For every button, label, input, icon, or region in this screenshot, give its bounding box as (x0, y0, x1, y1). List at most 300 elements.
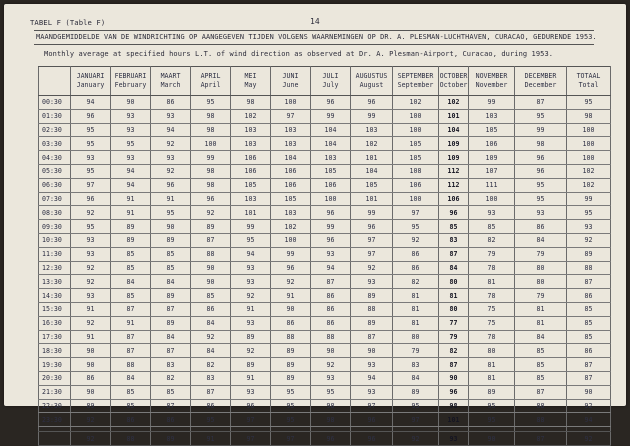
value-cell: 95 (271, 399, 311, 413)
value-cell: 102 (351, 137, 393, 151)
value-cell: 87 (191, 233, 231, 247)
value-cell: 87 (351, 330, 393, 344)
total-value-cell: 97 (271, 432, 311, 446)
header-row (39, 67, 611, 96)
value-cell: 104 (311, 123, 351, 137)
total-value-cell: 96 (351, 432, 393, 446)
table-row (39, 206, 611, 220)
value-cell: 103 (351, 123, 393, 137)
value-cell: 81 (469, 275, 515, 289)
header-month-january (71, 67, 111, 96)
value-cell: 99 (469, 96, 515, 110)
value-cell: 88 (191, 247, 231, 261)
value-cell: 95 (271, 413, 311, 427)
value-cell: 83 (151, 358, 191, 372)
value-cell: 99 (311, 220, 351, 234)
value-cell: 87 (151, 302, 191, 316)
value-cell: 99 (351, 206, 393, 220)
value-cell: 95 (469, 413, 515, 427)
table-row (39, 192, 611, 206)
value-cell: 86 (151, 96, 191, 110)
header-label-nl: NOVEMBER (475, 72, 508, 80)
value-cell: 104 (311, 137, 351, 151)
table-row (39, 178, 611, 192)
value-cell: 100 (393, 192, 439, 206)
value-cell: 99 (271, 247, 311, 261)
value-cell: 97 (351, 233, 393, 247)
time-cell: 18:30 (39, 344, 71, 358)
value-cell: 98 (191, 164, 231, 178)
value-cell: 92 (393, 233, 439, 247)
value-cell: 89 (111, 233, 151, 247)
value-cell: 90 (351, 344, 393, 358)
header-label-en: February (114, 81, 147, 89)
value-cell: 89 (567, 247, 611, 261)
value-cell: 91 (71, 330, 111, 344)
value-cell: 93 (231, 261, 271, 275)
value-cell: 99 (311, 109, 351, 123)
value-cell: 101 (231, 206, 271, 220)
value-cell: 91 (231, 371, 271, 385)
time-cell: 02:30 (39, 123, 71, 137)
value-cell: 89 (271, 358, 311, 372)
header-label-nl: JANUARI (76, 72, 105, 80)
value-cell: 93 (71, 247, 111, 261)
header-month-august (351, 67, 393, 96)
table-row (39, 371, 611, 385)
value-cell: 109 (469, 151, 515, 165)
value-cell: 103 (231, 137, 271, 151)
value-cell: 84 (111, 371, 151, 385)
value-cell: 93 (351, 358, 393, 372)
header-label-nl: MEI (244, 72, 257, 80)
value-cell: 92 (71, 261, 111, 275)
value-cell: 104 (439, 123, 469, 137)
table-row (39, 330, 611, 344)
value-cell: 91 (111, 206, 151, 220)
value-cell: 97 (271, 109, 311, 123)
table-row (39, 275, 611, 289)
value-cell: 88 (515, 413, 567, 427)
table-row (39, 96, 611, 110)
value-cell: 92 (71, 316, 111, 330)
value-cell: 81 (393, 289, 439, 303)
value-cell: 93 (151, 151, 191, 165)
value-cell: 98 (231, 96, 271, 110)
value-cell: 81 (515, 302, 567, 316)
header-label-nl: AUGUSTUS (355, 72, 388, 80)
value-cell: 97 (351, 399, 393, 413)
time-cell: 09:30 (39, 220, 71, 234)
value-cell: 81 (469, 358, 515, 372)
value-cell: 85 (151, 385, 191, 399)
value-cell: 93 (515, 206, 567, 220)
value-cell: 86 (151, 413, 191, 427)
time-cell: 01:30 (39, 109, 71, 123)
value-cell: 103 (311, 151, 351, 165)
table-row (39, 289, 611, 303)
value-cell: 86 (191, 302, 231, 316)
total-value-cell: 91 (191, 432, 231, 446)
value-cell: 94 (231, 247, 271, 261)
value-cell: 79 (393, 344, 439, 358)
value-cell: 94 (351, 371, 393, 385)
value-cell: 93 (567, 220, 611, 234)
value-cell: 92 (231, 344, 271, 358)
value-cell: 96 (151, 178, 191, 192)
value-cell: 87 (515, 385, 567, 399)
header-label-en: April (200, 81, 221, 89)
value-cell: 85 (515, 358, 567, 372)
value-cell: 98 (567, 109, 611, 123)
value-cell: 90 (151, 220, 191, 234)
value-cell: 100 (393, 123, 439, 137)
value-cell: 95 (151, 206, 191, 220)
value-cell: 86 (567, 289, 611, 303)
value-cell: 82 (393, 275, 439, 289)
time-cell: 06:30 (39, 178, 71, 192)
value-cell: 103 (271, 137, 311, 151)
time-cell: 00:30 (39, 96, 71, 110)
value-cell: 75 (469, 316, 515, 330)
value-cell: 87 (567, 275, 611, 289)
value-cell: 89 (271, 371, 311, 385)
value-cell: 107 (469, 164, 515, 178)
value-cell: 90 (71, 358, 111, 372)
table-label: TABEL F (Table F) (30, 18, 106, 27)
header-label-nl: OCTOBER (439, 72, 468, 80)
value-cell: 105 (393, 137, 439, 151)
table-row (39, 123, 611, 137)
time-cell: 04:30 (39, 151, 71, 165)
value-cell: 90 (191, 261, 231, 275)
value-cell: 98 (191, 123, 231, 137)
value-cell: 96 (191, 192, 231, 206)
value-cell: 92 (191, 206, 231, 220)
value-cell: 95 (191, 413, 231, 427)
value-cell: 89 (393, 385, 439, 399)
total-value-cell: 92 (71, 432, 111, 446)
value-cell: 95 (515, 178, 567, 192)
value-cell: 83 (439, 233, 469, 247)
value-cell: 92 (71, 275, 111, 289)
value-cell: 86 (393, 261, 439, 275)
value-cell: 77 (439, 316, 469, 330)
value-cell: 87 (191, 385, 231, 399)
table-row (39, 261, 611, 275)
value-cell: 90 (439, 371, 469, 385)
value-cell: 75 (469, 302, 515, 316)
value-cell: 102 (567, 164, 611, 178)
time-cell: 22:30 (39, 399, 71, 413)
value-cell: 81 (469, 371, 515, 385)
value-cell: 95 (271, 385, 311, 399)
value-cell: 92 (71, 413, 111, 427)
value-cell: 101 (439, 413, 469, 427)
value-cell: 100 (567, 137, 611, 151)
time-cell: 03:30 (39, 137, 71, 151)
table-row (39, 220, 611, 234)
value-cell: 84 (515, 233, 567, 247)
header-label-nl: SEPTEMBER (397, 72, 434, 80)
value-cell: 86 (311, 289, 351, 303)
value-cell: 103 (231, 192, 271, 206)
value-cell: 81 (393, 316, 439, 330)
value-cell: 88 (567, 261, 611, 275)
header-month-november (469, 67, 515, 96)
header-month-february (111, 67, 151, 96)
value-cell: 98 (439, 399, 469, 413)
value-cell: 92 (71, 206, 111, 220)
value-cell: 88 (515, 399, 567, 413)
value-cell: 104 (351, 164, 393, 178)
value-cell: 84 (151, 275, 191, 289)
value-cell: 93 (231, 385, 271, 399)
value-cell: 85 (111, 261, 151, 275)
value-cell: 89 (231, 330, 271, 344)
time-cell: 10:30 (39, 233, 71, 247)
value-cell: 91 (231, 302, 271, 316)
table-row (39, 399, 611, 413)
value-cell: 99 (351, 109, 393, 123)
value-cell: 84 (191, 316, 231, 330)
value-cell: 97 (71, 178, 111, 192)
header-label-nl: MAART (160, 72, 181, 80)
value-cell: 85 (191, 289, 231, 303)
title-rule (34, 44, 594, 45)
totals-label-cell (39, 432, 71, 446)
value-cell: 79 (469, 247, 515, 261)
value-cell: 98 (311, 413, 351, 427)
time-cell: 21:30 (39, 385, 71, 399)
header-label-en: March (160, 81, 181, 89)
value-cell: 89 (151, 289, 191, 303)
value-cell: 102 (567, 178, 611, 192)
time-cell: 08:30 (39, 206, 71, 220)
value-cell: 82 (151, 371, 191, 385)
value-cell: 90 (71, 385, 111, 399)
value-cell: 96 (439, 206, 469, 220)
value-cell: 85 (515, 344, 567, 358)
value-cell: 92 (271, 275, 311, 289)
value-cell: 101 (351, 151, 393, 165)
value-cell: 112 (439, 178, 469, 192)
value-cell: 85 (111, 247, 151, 261)
time-cell: 16:30 (39, 316, 71, 330)
value-cell: 104 (271, 151, 311, 165)
value-cell: 97 (393, 413, 439, 427)
value-cell: 99 (231, 220, 271, 234)
value-cell: 93 (351, 275, 393, 289)
value-cell: 86 (191, 399, 231, 413)
value-cell: 88 (351, 302, 393, 316)
value-cell: 96 (515, 151, 567, 165)
value-cell: 78 (469, 330, 515, 344)
value-cell: 92 (567, 233, 611, 247)
total-value-cell: 88 (111, 432, 151, 446)
value-cell: 98 (191, 109, 231, 123)
total-value-cell: 96 (311, 432, 351, 446)
table-row (39, 316, 611, 330)
value-cell: 103 (271, 206, 311, 220)
table-row (39, 151, 611, 165)
value-cell: 109 (439, 137, 469, 151)
time-cell: 14:30 (39, 289, 71, 303)
value-cell: 106 (271, 178, 311, 192)
value-cell: 91 (151, 192, 191, 206)
table-row (39, 233, 611, 247)
value-cell: 79 (515, 247, 567, 261)
value-cell: 78 (469, 289, 515, 303)
value-cell: 106 (439, 192, 469, 206)
table-row (39, 385, 611, 399)
value-cell: 80 (515, 275, 567, 289)
value-cell: 98 (515, 137, 567, 151)
title-english: Monthly average at specified hours L.T. of wind direction as observed at Dr. A. Plesman-Airport, Curacao, during 1953. (44, 50, 554, 58)
value-cell: 80 (469, 344, 515, 358)
top-rule (34, 30, 594, 31)
total-value-cell: 90 (469, 432, 515, 446)
value-cell: 100 (191, 137, 231, 151)
value-cell: 95 (469, 399, 515, 413)
value-cell: 92 (351, 261, 393, 275)
value-cell: 86 (271, 316, 311, 330)
value-cell: 92 (311, 358, 351, 372)
time-cell: 13:30 (39, 275, 71, 289)
time-cell: 12:30 (39, 261, 71, 275)
value-cell: 85 (469, 220, 515, 234)
header-label-en: August (359, 81, 384, 89)
value-cell: 95 (111, 137, 151, 151)
value-cell: 84 (393, 371, 439, 385)
value-cell: 81 (439, 289, 469, 303)
totals-row (39, 432, 611, 446)
value-cell: 96 (311, 233, 351, 247)
value-cell: 98 (311, 399, 351, 413)
header-month-april (191, 67, 231, 96)
value-cell: 99 (567, 192, 611, 206)
table-row (39, 358, 611, 372)
value-cell: 87 (111, 344, 151, 358)
value-cell: 106 (469, 137, 515, 151)
value-cell: 105 (311, 164, 351, 178)
value-cell: 85 (567, 316, 611, 330)
value-cell: 84 (151, 330, 191, 344)
value-cell: 86 (567, 344, 611, 358)
value-cell: 91 (111, 316, 151, 330)
value-cell: 90 (567, 385, 611, 399)
value-cell: 90 (271, 302, 311, 316)
value-cell: 100 (311, 192, 351, 206)
value-cell: 95 (515, 109, 567, 123)
value-cell: 86 (393, 247, 439, 261)
value-cell: 97 (393, 206, 439, 220)
value-cell: 85 (515, 371, 567, 385)
value-cell: 96 (311, 206, 351, 220)
value-cell: 105 (469, 123, 515, 137)
value-cell: 90 (311, 344, 351, 358)
header-label-nl: FEBRUARI (114, 72, 147, 80)
value-cell: 98 (191, 178, 231, 192)
value-cell: 92 (231, 289, 271, 303)
value-cell: 86 (311, 316, 351, 330)
value-cell: 106 (231, 164, 271, 178)
value-cell: 97 (231, 413, 271, 427)
value-cell: 102 (271, 220, 311, 234)
value-cell: 86 (71, 371, 111, 385)
value-cell: 94 (311, 261, 351, 275)
value-cell: 94 (111, 164, 151, 178)
value-cell: 78 (469, 261, 515, 275)
value-cell: 89 (351, 289, 393, 303)
value-cell: 92 (191, 330, 231, 344)
header-label-en: September (397, 81, 434, 89)
value-cell: 94 (151, 123, 191, 137)
value-cell: 93 (111, 123, 151, 137)
value-cell: 96 (351, 220, 393, 234)
time-cell: 15:30 (39, 302, 71, 316)
value-cell: 95 (393, 399, 439, 413)
value-cell: 82 (191, 358, 231, 372)
value-cell: 100 (271, 96, 311, 110)
header-month-october (439, 67, 469, 96)
value-cell: 82 (439, 344, 469, 358)
time-cell: 23:30 (39, 413, 71, 427)
value-cell: 94 (567, 413, 611, 427)
value-cell: 103 (469, 109, 515, 123)
value-cell: 97 (351, 247, 393, 261)
title-dutch: MAANDGEMIDDELDE VAN DE WINDRICHTING OP AANGEGEVEN TIJDEN VOLGENS WAARNEMINGEN OP DR. A. PLESMAN-LUCHTHAVEN, CURACAO, GEDURENDE 1953. (36, 33, 597, 41)
value-cell: 89 (469, 385, 515, 399)
value-cell: 94 (71, 96, 111, 110)
time-cell: 07:30 (39, 192, 71, 206)
value-cell: 93 (151, 109, 191, 123)
value-cell: 95 (515, 192, 567, 206)
value-cell: 88 (311, 330, 351, 344)
value-cell: 80 (515, 261, 567, 275)
table-row (39, 302, 611, 316)
value-cell: 96 (231, 399, 271, 413)
value-cell: 87 (567, 371, 611, 385)
value-cell: 89 (151, 233, 191, 247)
time-cell: 17:30 (39, 330, 71, 344)
value-cell: 95 (311, 385, 351, 399)
header-label-en: December (524, 81, 557, 89)
value-cell: 84 (111, 275, 151, 289)
value-cell: 95 (71, 220, 111, 234)
value-cell: 100 (469, 192, 515, 206)
header-label-nl: JUNI (282, 72, 299, 80)
header-label-nl: APRIL (200, 72, 221, 80)
value-cell: 81 (515, 316, 567, 330)
header-label-nl: JULI (322, 72, 339, 80)
header-label-nl: TOTAAL (576, 72, 601, 80)
total-value-cell: 92 (393, 432, 439, 446)
value-cell: 91 (271, 289, 311, 303)
value-cell: 96 (271, 261, 311, 275)
value-cell: 80 (439, 302, 469, 316)
table-row (39, 164, 611, 178)
value-cell: 90 (111, 96, 151, 110)
value-cell: 87 (151, 399, 191, 413)
value-cell: 93 (111, 151, 151, 165)
value-cell: 99 (515, 123, 567, 137)
value-cell: 86 (311, 302, 351, 316)
header-month-september (393, 67, 439, 96)
value-cell: 100 (393, 109, 439, 123)
value-cell: 95 (567, 206, 611, 220)
value-cell: 85 (111, 399, 151, 413)
